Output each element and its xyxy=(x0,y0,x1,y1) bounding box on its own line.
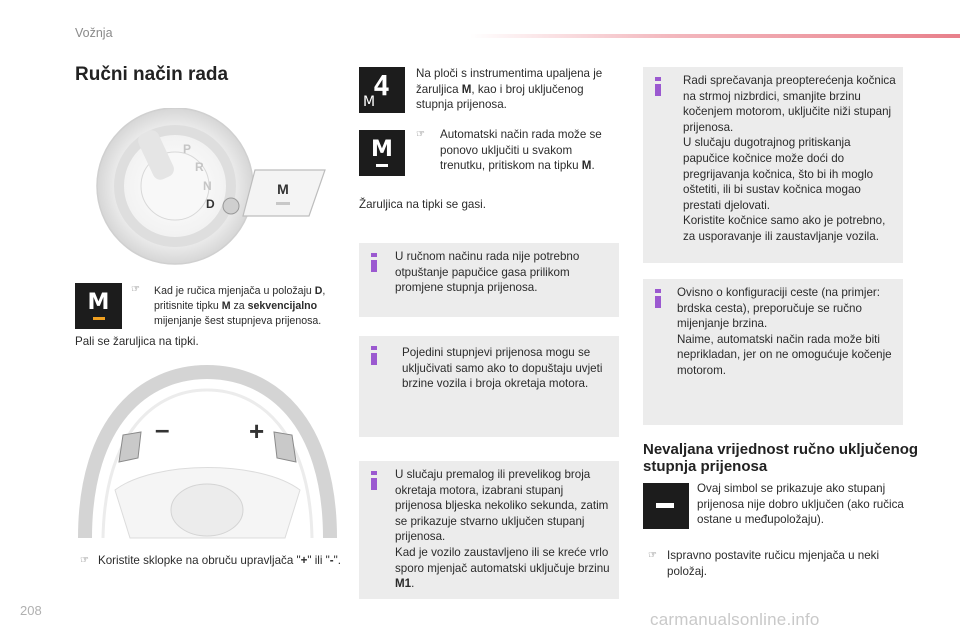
watermark: carmanualsonline.info xyxy=(650,610,820,629)
paddle-minus-label: – xyxy=(155,414,170,444)
amber-lamp-indicator xyxy=(93,317,105,320)
info-paragraph: Naime, automatski način rada može biti neprikladan, jer on ne omogućuje kočenje motorom. xyxy=(677,332,892,377)
gear-letter-n: N xyxy=(203,179,212,193)
lamp-off-text: Žaruljica na tipki se gasi. xyxy=(359,198,486,211)
instrument-gear-display-icon xyxy=(359,67,405,113)
pointing-hand-icon: ☞ xyxy=(648,550,657,561)
step-automatic-mode-text: Automatski način rada može se ponovo uključiti u svakom trenutku, pritiskom na tipku M. xyxy=(440,128,602,173)
info-icon xyxy=(371,346,377,366)
step-paddles-text: Koristite sklopke na obruču upravljača "+" ili "-". xyxy=(98,554,342,567)
page-title: Ručni način rada xyxy=(75,64,229,85)
display-gear-number: 4 xyxy=(373,69,390,102)
info-paragraph: Koristite kočnice samo ako je potrebno, za usporavanje ili zaustavljanje vozila. xyxy=(683,214,886,243)
info-box-text: U ručnom načinu rada nije potrebno otpuštanje papučice gasa prilikom promjene stupnja prijenosa. xyxy=(395,250,580,295)
info-box-brakes xyxy=(643,67,903,263)
info-icon xyxy=(371,471,377,491)
pointing-hand-icon: ☞ xyxy=(80,555,89,566)
selector-m-button-label: M xyxy=(277,181,289,197)
gear-selector-illustration xyxy=(75,108,335,268)
m-button-unlit-icon xyxy=(359,130,405,176)
white-lamp-indicator xyxy=(376,164,388,167)
info-paragraph: Ovisno o konfiguraciji ceste (na primjer: brdska cesta), preporučuje se ručno mijenjanje brzina. xyxy=(677,286,880,331)
info-paragraph: U slučaju premalog ili prevelikog broja okretaja motora, izabrani stupanj prijenosa bljeska nekoliko sekunda, zatim se prikazuje stvarno uključen stupanj prijenosa. xyxy=(395,468,609,544)
info-box-text xyxy=(683,73,900,245)
step-paddles xyxy=(75,553,345,569)
info-box-gear-conditions xyxy=(359,336,619,437)
step-reposition-text: Ispravno postavite ručicu mjenjača u neki položaj. xyxy=(667,549,880,578)
section-subtitle: Nevaljana vrijednost ručno uključenog stupnja prijenosa xyxy=(643,441,919,475)
info-box-engine-speed xyxy=(359,461,619,599)
badge-letter: M xyxy=(87,289,110,315)
display-mode-letter: M xyxy=(363,94,376,110)
gear-letter-d: D xyxy=(206,197,215,211)
dashboard-lamp-text: Na ploči s instrumentima upaljena je žaruljica M, kao i broj uključenog stupnja prijenosa. xyxy=(416,67,603,112)
info-icon xyxy=(655,77,661,97)
info-icon xyxy=(655,289,661,309)
info-box-text xyxy=(677,285,897,379)
page-number: 208 xyxy=(20,603,42,618)
lamp-on-text: Pali se žaruljica na tipki. xyxy=(75,335,199,348)
paddle-plus-label: + xyxy=(249,416,265,446)
info-icon xyxy=(371,253,377,273)
info-paragraph: U slučaju dugotrajnog pritiskanja papučice kočnice može doći do pregrijavanja kočnica, što bi ih moglo oštetiti, ili bi sustav kočnica mogao prestati djelovati. xyxy=(683,136,874,212)
step-manual-mode xyxy=(131,284,341,329)
header-gradient-bar xyxy=(470,34,960,38)
step-automatic-mode xyxy=(414,127,614,174)
invalid-gear-dash-icon xyxy=(643,483,689,529)
pointing-hand-icon: ☞ xyxy=(131,284,140,295)
gear-letter-r: R xyxy=(195,160,204,174)
info-paragraph: Kad je vozilo zaustavljeno ili se kreće vrlo sporo mjenjač automatski uključuje brzinu M1. xyxy=(395,545,610,591)
pointing-hand-icon: ☞ xyxy=(416,129,425,140)
gear-letter-p: P xyxy=(183,142,192,156)
info-box-road-config xyxy=(643,279,903,425)
info-paragraph: Radi sprečavanja preopterećenja kočnica na strmoj nizbrdici, smanjite brzinu kočenjem motorom, uključite niži stupanj prijenosa. xyxy=(683,74,896,134)
step-manual-mode-text: Kad je ručica mjenjača u položaju D, pritisnite tipku M za sekvencijalno mijenjanje šest stupnjeva prijenosa. xyxy=(154,285,326,327)
badge-letter: M xyxy=(371,136,393,162)
step-reposition-lever xyxy=(643,548,903,579)
section-label: Vožnja xyxy=(75,26,113,40)
info-box-text xyxy=(395,467,613,592)
m-button-lit-icon xyxy=(75,283,122,329)
invalid-symbol-text: Ovaj simbol se prikazuje ako stupanj prijenosa nije dobro uključen (ako ručica ostane u međupoložaju). xyxy=(697,482,904,527)
info-box-accelerator xyxy=(359,243,619,317)
info-box-text: Pojedini stupnjevi prijenosa mogu se uključivati samo ako to dopuštaju uvjeti brzine vozila i broja okretaja motora. xyxy=(402,346,603,391)
steering-wheel-illustration xyxy=(75,360,340,540)
